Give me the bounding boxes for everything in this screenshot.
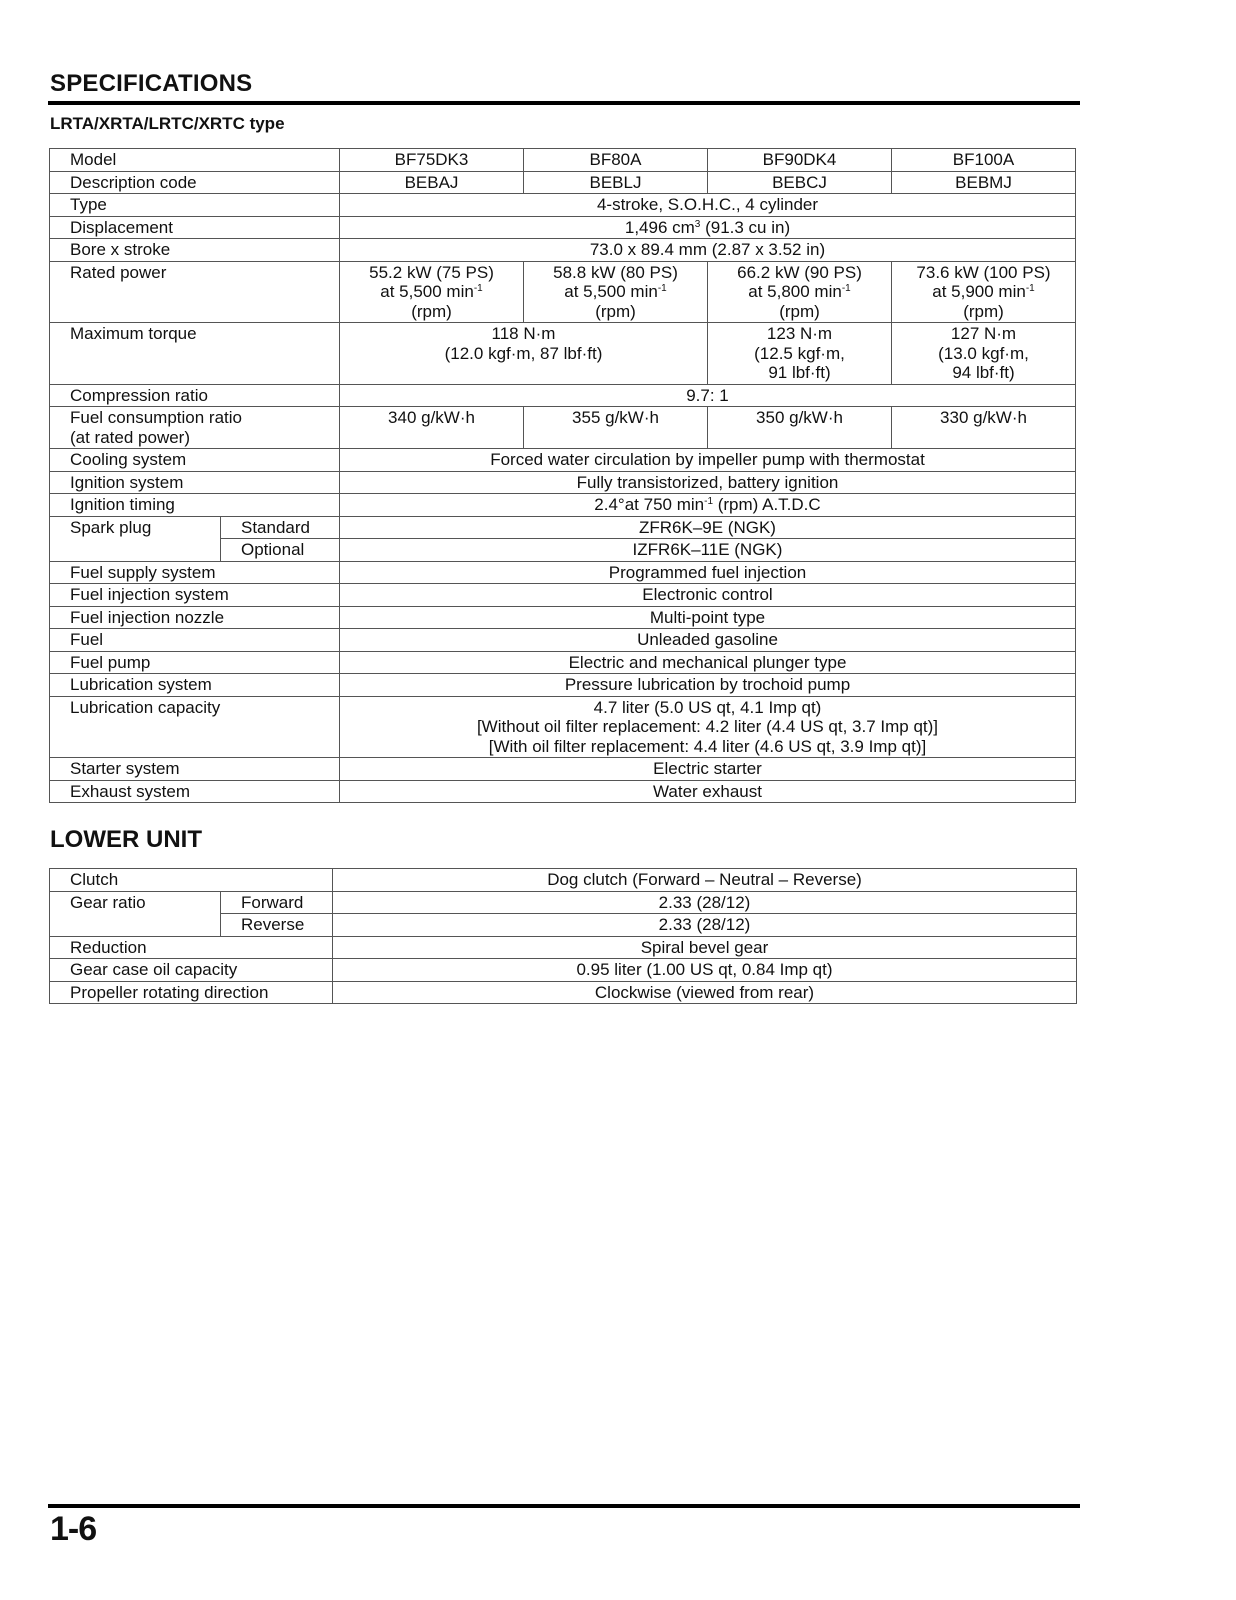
table-row	[50, 516, 1076, 539]
table-row	[50, 891, 1077, 914]
fuel-injection-value: Electronic control	[340, 584, 1076, 607]
footer-rule	[48, 1504, 1080, 1508]
fuel-label: Fuel	[50, 629, 340, 652]
compression-ratio-label: Compression ratio	[50, 384, 340, 407]
rated-power-cell: 73.6 kW (100 PS) at 5,900 $\min^{-1}$ (rpm)	[892, 261, 1076, 323]
spark-plug-optional-value: IZFR6K–11E (NGK)	[340, 539, 1076, 562]
gear-forward-value: 2.33 (28/12)	[333, 891, 1077, 914]
bore-stroke-label: Bore x stroke	[50, 239, 340, 262]
table-row	[50, 606, 1076, 629]
spark-plug-label: Spark plug	[50, 516, 221, 561]
type-value: 4-stroke, S.O.H.C., 4 cylinder	[340, 194, 1076, 217]
table-row	[50, 471, 1076, 494]
propeller-direction-value: Clockwise (viewed from rear)	[333, 981, 1077, 1004]
type-label: Type	[50, 194, 340, 217]
ignition-system-label: Ignition system	[50, 471, 340, 494]
fuel-consumption-cell: 330 g/kW·h	[892, 407, 1076, 449]
injection-nozzle-value: Multi-point type	[340, 606, 1076, 629]
description-code-cell: BEBMJ	[892, 171, 1076, 194]
table-row	[50, 239, 1076, 262]
table-row	[50, 561, 1076, 584]
propeller-direction-label: Propeller rotating direction	[50, 981, 333, 1004]
description-code-label: Description code	[50, 171, 340, 194]
title-rule	[48, 101, 1080, 105]
gear-reverse-label: Reverse	[221, 914, 333, 937]
reduction-value: Spiral bevel gear	[333, 936, 1077, 959]
model-cell: BF75DK3	[340, 149, 524, 172]
reduction-label: Reduction	[50, 936, 333, 959]
spark-plug-standard-value: ZFR6K–9E (NGK)	[340, 516, 1076, 539]
ignition-timing-label: Ignition timing	[50, 494, 340, 517]
gear-oil-value: 0.95 liter (1.00 US qt, 0.84 Imp qt)	[333, 959, 1077, 982]
table-row	[50, 758, 1076, 781]
lubrication-capacity-label: Lubrication capacity	[50, 696, 340, 758]
cooling-system-value: Forced water circulation by impeller pump with thermostat	[340, 449, 1076, 472]
fuel-injection-label: Fuel injection system	[50, 584, 340, 607]
table-row	[50, 194, 1076, 217]
table-row	[50, 261, 1076, 323]
starter-system-value: Electric starter	[340, 758, 1076, 781]
gear-oil-label: Gear case oil capacity	[50, 959, 333, 982]
spark-plug-optional-label: Optional	[221, 539, 340, 562]
lubrication-system-value: Pressure lubrication by trochoid pump	[340, 674, 1076, 697]
lower-unit-title: LOWER UNIT	[50, 826, 202, 853]
page-number: 1-6	[50, 1510, 97, 1548]
fuel-consumption-cell: 340 g/kW·h	[340, 407, 524, 449]
fuel-pump-value: Electric and mechanical plunger type	[340, 651, 1076, 674]
section-subtitle: LRTA/XRTA/LRTC/XRTC type	[50, 114, 285, 133]
model-cell: BF80A	[524, 149, 708, 172]
gear-forward-label: Forward	[221, 891, 333, 914]
max-torque-cell: 118 N·m (12.0 kgf·m, 87 lbf·ft)	[340, 323, 708, 385]
lubrication-capacity-value: 4.7 liter (5.0 US qt, 4.1 Imp qt) [Without oil filter replacement: 4.2 liter (4.4 US qt, 3.7 Imp qt)] [With oil filter replacement: 4.4 liter (4.6 US qt, 3.9 Imp qt)]	[340, 696, 1076, 758]
fuel-consumption-cell: 350 g/kW·h	[708, 407, 892, 449]
specifications-table	[49, 148, 1076, 803]
rated-power-cell: 55.2 kW (75 PS) at 5,500 $\min^{-1}$ (rpm)	[340, 261, 524, 323]
compression-ratio-value: 9.7: 1	[340, 384, 1076, 407]
fuel-consumption-cell: 355 g/kW·h	[524, 407, 708, 449]
table-row	[50, 323, 1076, 385]
description-code-cell: BEBAJ	[340, 171, 524, 194]
gear-ratio-label: Gear ratio	[50, 891, 221, 936]
description-code-cell: BEBLJ	[524, 171, 708, 194]
model-cell: BF100A	[892, 149, 1076, 172]
table-row	[50, 629, 1076, 652]
rated-power-cell: 58.8 kW (80 PS) at 5,500 $\min^{-1}$ (rpm)	[524, 261, 708, 323]
fuel-supply-value: Programmed fuel injection	[340, 561, 1076, 584]
rated-power-label: Rated power	[50, 261, 340, 323]
table-row	[50, 981, 1077, 1004]
lubrication-system-label: Lubrication system	[50, 674, 340, 697]
table-row	[50, 449, 1076, 472]
model-label: Model	[50, 149, 340, 172]
spark-plug-standard-label: Standard	[221, 516, 340, 539]
table-row	[50, 959, 1077, 982]
ignition-timing-value: 2.4°at 750 $\min^{-1} (rpm)$ A.T.D.C	[340, 494, 1076, 517]
max-torque-label: Maximum torque	[50, 323, 340, 385]
table-row	[50, 149, 1076, 172]
lower-unit-table	[49, 868, 1077, 1004]
table-row	[50, 407, 1076, 449]
clutch-label: Clutch	[50, 869, 333, 892]
table-row	[50, 216, 1076, 239]
gear-reverse-value: 2.33 (28/12)	[333, 914, 1077, 937]
description-code-cell: BEBCJ	[708, 171, 892, 194]
fuel-consumption-label: Fuel consumption ratio (at rated power)	[50, 407, 340, 449]
clutch-value: Dog clutch (Forward – Neutral – Reverse)	[333, 869, 1077, 892]
displacement-value: 1,496 $cm^3$ (91.3 cu in)	[340, 216, 1076, 239]
rated-power-cell: 66.2 kW (90 PS) at 5,800 $\min^{-1}$ (rpm)	[708, 261, 892, 323]
fuel-value: Unleaded gasoline	[340, 629, 1076, 652]
fuel-pump-label: Fuel pump	[50, 651, 340, 674]
max-torque-cell: 123 N·m (12.5 kgf·m, 91 lbf·ft)	[708, 323, 892, 385]
table-row	[50, 674, 1076, 697]
table-row	[50, 696, 1076, 758]
max-torque-cell: 127 N·m (13.0 kgf·m, 94 lbf·ft)	[892, 323, 1076, 385]
table-row	[50, 384, 1076, 407]
table-row	[50, 584, 1076, 607]
model-cell: BF90DK4	[708, 149, 892, 172]
exhaust-system-label: Exhaust system	[50, 780, 340, 803]
fuel-supply-label: Fuel supply system	[50, 561, 340, 584]
bore-stroke-value: 73.0 x 89.4 mm (2.87 x 3.52 in)	[340, 239, 1076, 262]
table-row	[50, 869, 1077, 892]
table-row	[50, 651, 1076, 674]
table-row	[50, 780, 1076, 803]
exhaust-system-value: Water exhaust	[340, 780, 1076, 803]
cooling-system-label: Cooling system	[50, 449, 340, 472]
page-title: SPECIFICATIONS	[50, 70, 253, 97]
table-row	[50, 936, 1077, 959]
injection-nozzle-label: Fuel injection nozzle	[50, 606, 340, 629]
displacement-label: Displacement	[50, 216, 340, 239]
ignition-system-value: Fully transistorized, battery ignition	[340, 471, 1076, 494]
starter-system-label: Starter system	[50, 758, 340, 781]
table-row	[50, 494, 1076, 517]
table-row	[50, 171, 1076, 194]
